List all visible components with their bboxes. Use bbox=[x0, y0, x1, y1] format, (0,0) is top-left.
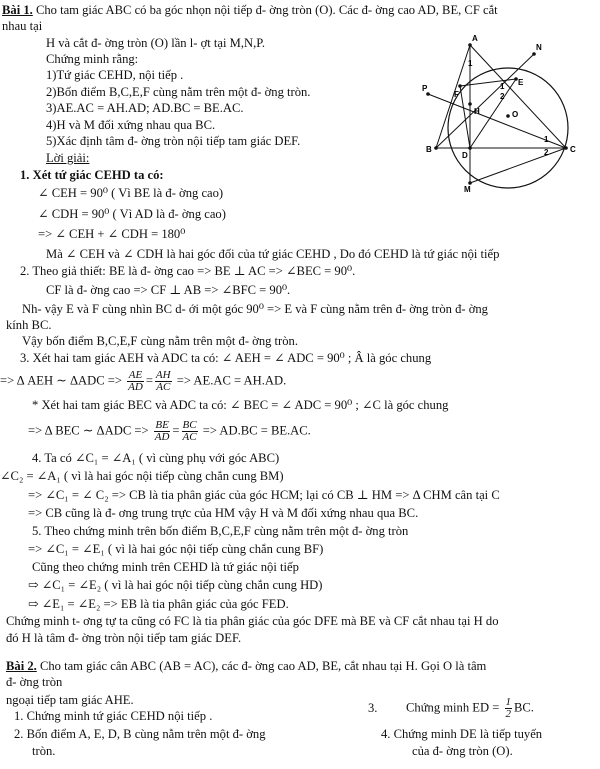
fraction: $\frac{1}{2}$ bbox=[505, 696, 511, 720]
altitude-be bbox=[436, 54, 534, 148]
requirement-2: 2)Bốn điểm B,C,E,F cùng nằm trên một đ- ờng tròn. bbox=[46, 85, 311, 99]
question-3: Chứng minh ED = $\frac{1}{2}$ BC. bbox=[406, 696, 534, 720]
fraction: $\frac{AH}{AC}$ bbox=[155, 369, 171, 393]
angle-label-c1: 1 bbox=[544, 135, 549, 144]
text-line: ∠ CDH = 90⁰ ( Vì AD là đ- ờng cao) bbox=[38, 207, 226, 221]
segment-mc bbox=[470, 148, 566, 183]
point-h bbox=[468, 102, 472, 106]
label-a: A bbox=[472, 34, 478, 43]
point-b bbox=[434, 146, 438, 150]
problem-1-intro: Bài 1. Cho tam giác ABC có ba góc nhọn nội tiếp đ- ờng tròn (O). Các đ- ờng cao AD, BE, CF cắt bbox=[2, 3, 498, 17]
label-c: C bbox=[570, 145, 576, 154]
text-line: 4. Ta có ∠C₁ = ∠A₁ ( vì cùng phụ với góc ABC) bbox=[32, 451, 280, 465]
point-c bbox=[564, 146, 568, 150]
label-h: H bbox=[474, 107, 480, 116]
problem-2-intro: Bài 2. Cho tam giác cân ABC (AB = AC), các đ- ờng cao AD, BE, cắt nhau tại H. Gọi O là tâm bbox=[6, 659, 487, 673]
text-line: 2. Theo giả thiết: BE là đ- ờng cao => BE ⊥ AC => ∠BEC = 90⁰. bbox=[20, 264, 356, 278]
question-3-number: 3. bbox=[368, 701, 378, 715]
text-line: đó H là tâm đ- ờng tròn nội tiếp tam giác DEF. bbox=[6, 631, 242, 645]
label-n: N bbox=[536, 43, 542, 52]
text-line: CF là đ- ờng cao => CF ⊥ AB => ∠BFC = 90⁰. bbox=[46, 283, 291, 297]
fraction: $\frac{BC}{AC}$ bbox=[182, 419, 197, 443]
fraction: $\frac{AE}{AD}$ bbox=[128, 369, 143, 393]
text-line: => ∠C₁ = ∠E₁ ( vì là hai góc nội tiếp cùng chắn cung BF) bbox=[28, 542, 324, 556]
text-line: kính BC. bbox=[6, 318, 52, 332]
angle-label-e1: 1 bbox=[500, 82, 505, 91]
text-line: Chứng minh t- ơng tự ta cũng có FC là tia phân giác của góc DFE mà BE và CF cắt nhau tại H do bbox=[6, 614, 499, 628]
label-f: F bbox=[454, 90, 459, 99]
question-1: 1. Chứng minh tứ giác CEHD nội tiếp . bbox=[14, 709, 213, 723]
side-ac bbox=[470, 45, 566, 148]
point-o bbox=[506, 114, 510, 118]
problem-2-title: Bài 2. bbox=[6, 659, 37, 673]
point-a bbox=[468, 43, 472, 47]
text-line: ∠C₂ = ∠A₁ ( vì là hai góc nội tiếp cùng chắn cung BM) bbox=[0, 469, 284, 483]
text-line: ∠ CEH = 90⁰ ( Vì BE là đ- ờng cao) bbox=[38, 186, 224, 200]
solution-1-title: 1. Xét tứ giác CEHD ta có: bbox=[20, 168, 164, 182]
angle-label-e2: 2 bbox=[500, 92, 505, 101]
angle-label-c2: 2 bbox=[544, 148, 549, 157]
requirement-5: 5)Xác định tâm đ- ờng tròn nội tiếp tam giác DEF. bbox=[46, 134, 301, 148]
geometry-figure bbox=[422, 32, 598, 192]
text-line: ⇨ ∠C₁ = ∠E₂ ( vì là hai góc nội tiếp cùng chắn cung HD) bbox=[28, 578, 323, 592]
requirement-3: 3)AE.AC = AH.AD; AD.BC = BE.AC. bbox=[46, 101, 244, 115]
text-line: của đ- ờng tròn (O). bbox=[412, 744, 513, 758]
text-line: => CB cũng là đ- ơng trung trực của HM vậy H và M đối xứng nhau qua BC. bbox=[28, 506, 419, 520]
fraction: $\frac{BE}{AD}$ bbox=[154, 419, 170, 443]
text-line: ngoại tiếp tam giác AHE. bbox=[6, 693, 134, 707]
solution-label: Lời giải: bbox=[46, 151, 90, 165]
similarity-line-2: => Δ BEC ∼ ΔADC => $\frac{BE}{AD}$ = $\frac{BC}{AC}$ => AD.BC = BE.AC. bbox=[28, 419, 311, 443]
question-4: 4. Chứng minh DE là tiếp tuyến bbox=[381, 727, 543, 741]
text-line: H và cắt đ- ờng tròn (O) lần l- ợt tại M,N,P. bbox=[46, 36, 265, 50]
point-d bbox=[468, 146, 472, 150]
point-n bbox=[532, 52, 536, 56]
label-o: O bbox=[512, 110, 519, 119]
text-line: => ∠ CEH + ∠ CDH = 180⁰ bbox=[38, 227, 186, 241]
label-d: D bbox=[462, 151, 468, 160]
text-line: Cũng theo chứng minh trên CEHD là tứ giác nội tiếp bbox=[32, 560, 299, 574]
requirement-4: 4)H và M đối xứng nhau qua BC. bbox=[46, 118, 216, 132]
label-p: P bbox=[422, 84, 428, 93]
text-line: ⇨ ∠E₁ = ∠E₂ => EB là tia phân giác của góc FED. bbox=[28, 597, 289, 611]
text-line: => ∠C₁ = ∠ C₂ => CB là tia phân giác của góc HCM; lại có CB ⊥ HM => Δ CHM cân tại C bbox=[28, 488, 500, 502]
side-ab bbox=[436, 45, 470, 148]
text-line: Chứng minh rằng: bbox=[46, 52, 139, 66]
text-line: tròn. bbox=[32, 744, 56, 758]
label-e: E bbox=[518, 78, 524, 87]
text-line: Nh- vậy E và F cùng nhìn BC d- ới một góc 90⁰ => E và F cùng nằm trên đ- ờng tròn đ- ờng bbox=[22, 302, 488, 316]
label-b: B bbox=[426, 145, 432, 154]
point-f bbox=[458, 84, 462, 88]
text-line: Vậy bốn điểm B,C,E,F cùng nằm trên một đ- ờng tròn. bbox=[22, 334, 298, 348]
question-2: 2. Bốn điểm A, E, D, B cùng nằm trên một đ- ờng bbox=[14, 727, 266, 741]
requirement-1: 1)Tứ giác CEHD, nội tiếp . bbox=[46, 68, 184, 82]
text-line: 5. Theo chứng minh trên bốn điểm B,C,E,F cùng nằm trên một đ- ờng tròn bbox=[32, 524, 409, 538]
label-m: M bbox=[464, 185, 471, 192]
problem-1-title: Bài 1. bbox=[2, 3, 33, 17]
text-line: Mà ∠ CEH và ∠ CDH là hai góc đối của tứ giác CEHD , Do đó CEHD là tứ giác nội tiếp bbox=[46, 247, 500, 261]
text-line: 3. Xét hai tam giác AEH và ADC ta có: ∠ AEH = ∠ ADC = 90⁰ ; Â là góc chung bbox=[20, 351, 432, 365]
similarity-line-1: => Δ AEH ∼ ΔADC => $\frac{AE}{AD}$ = $\frac{AH}{AC}$ => AE.AC = AH.AD. bbox=[0, 369, 287, 393]
text-line: nhau tại bbox=[2, 19, 43, 33]
text-line: đ- ờng tròn bbox=[6, 675, 63, 689]
angle-label-a1: 1 bbox=[468, 59, 473, 68]
text-line: * Xét hai tam giác BEC và ADC ta có: ∠ BEC = ∠ ADC = 90⁰ ; ∠C là góc chung bbox=[32, 398, 449, 412]
